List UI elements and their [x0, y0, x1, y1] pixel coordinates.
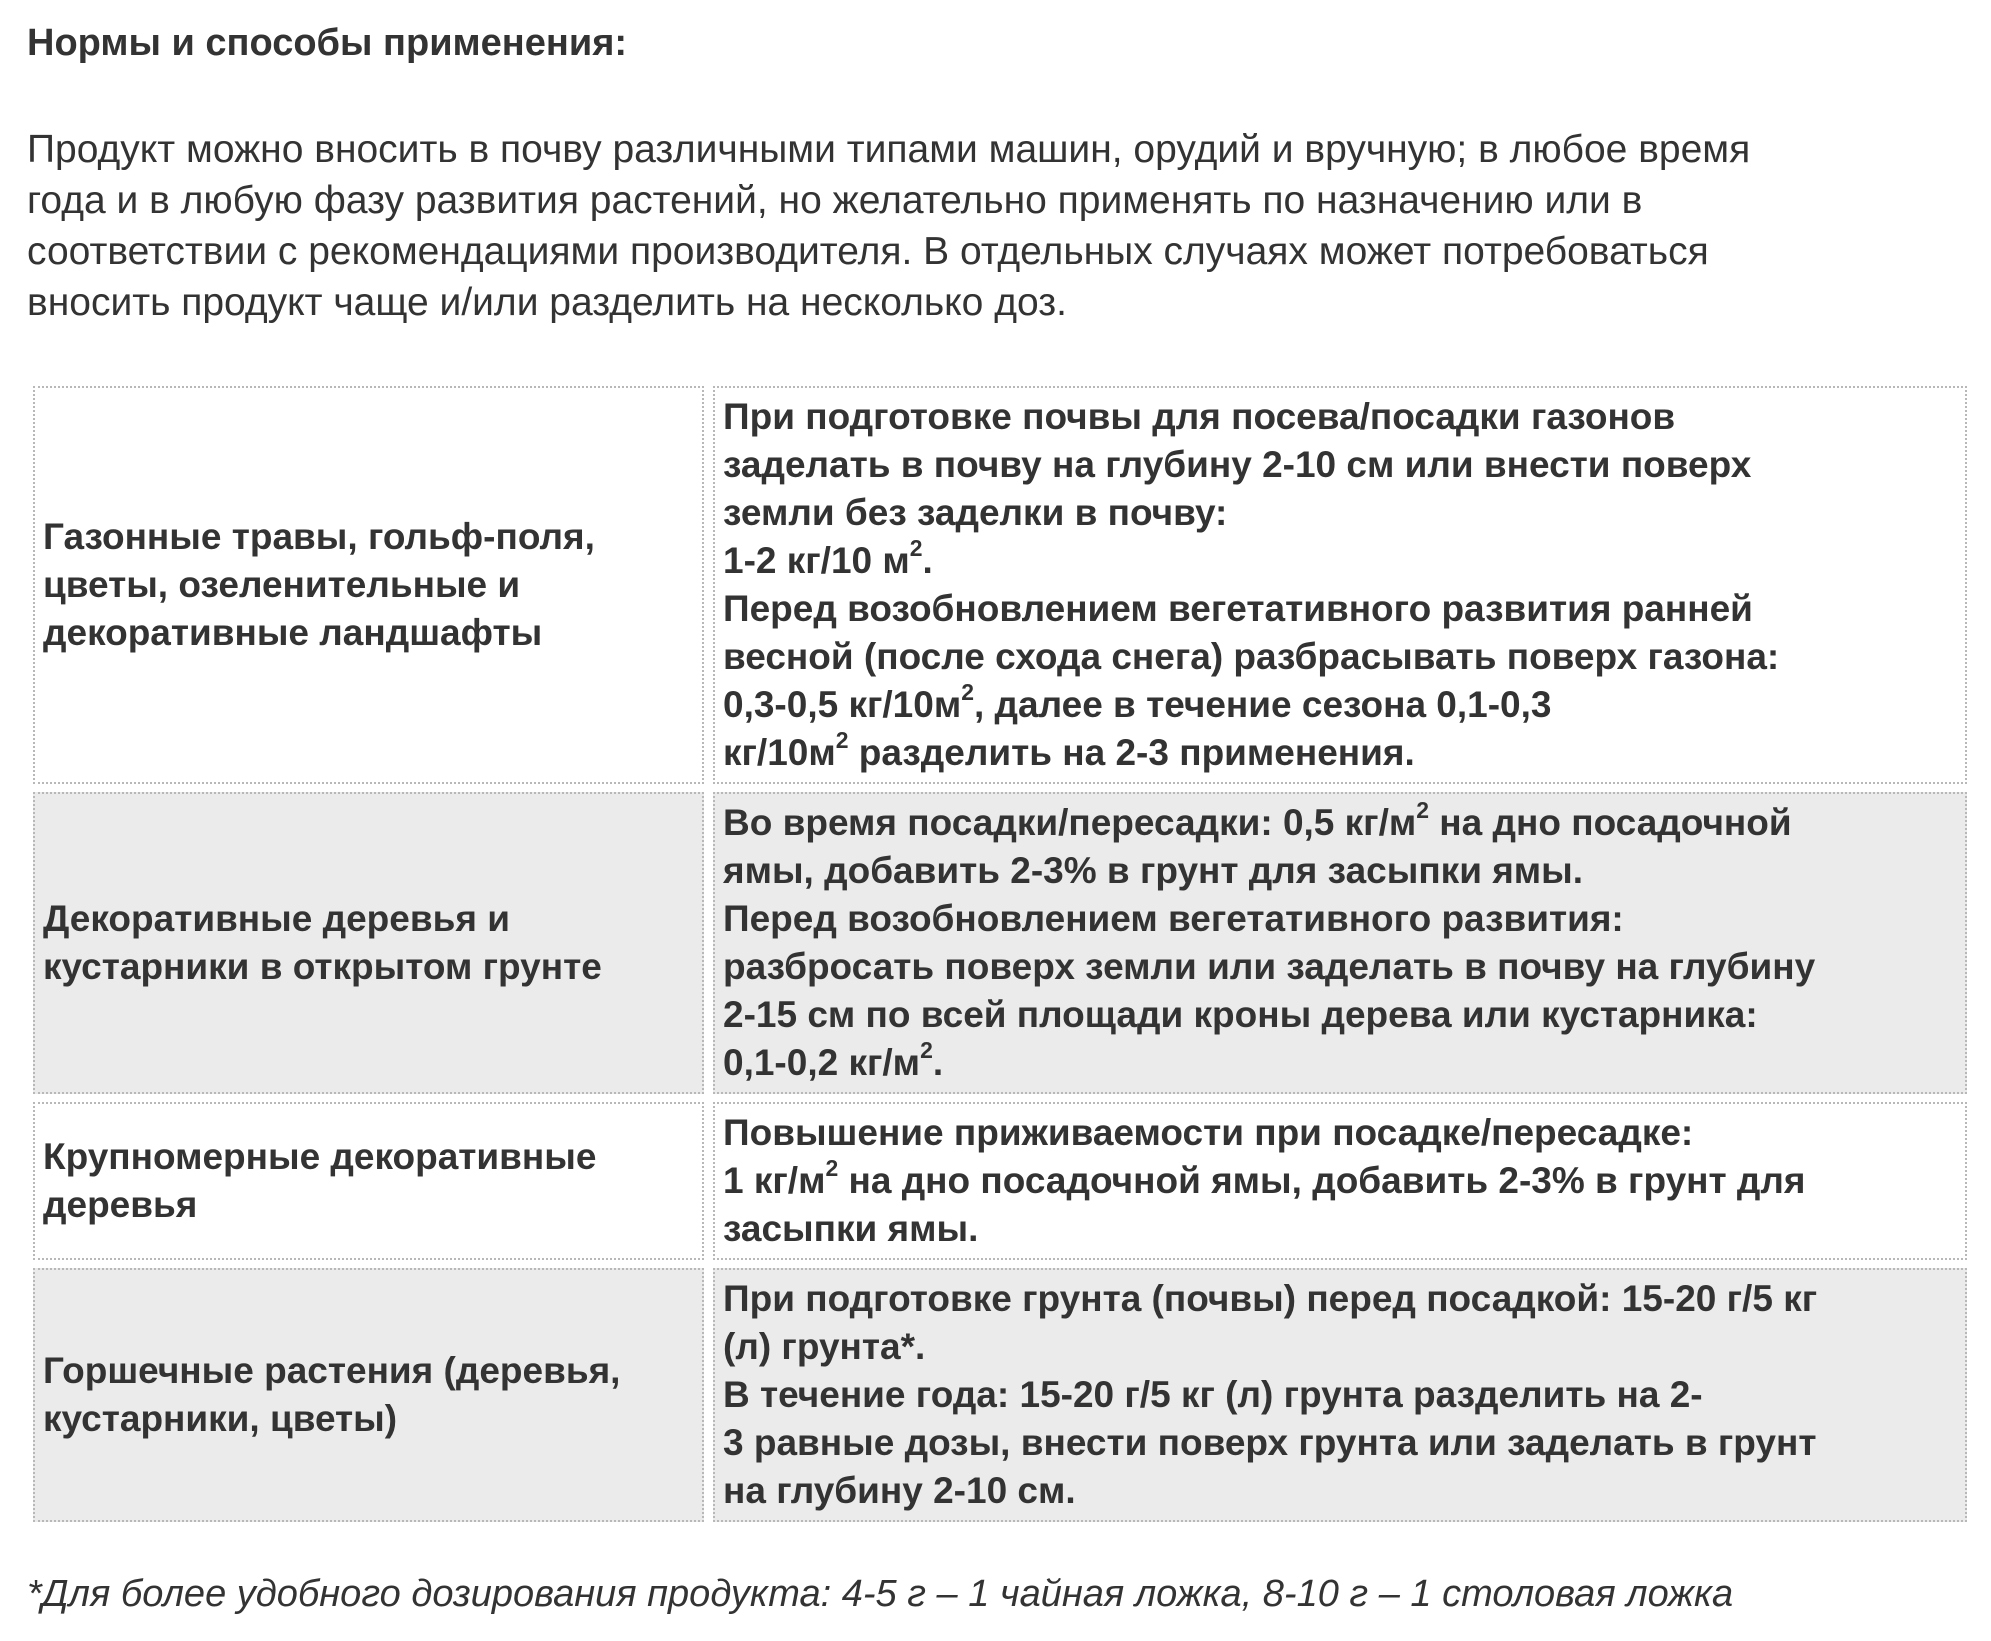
- dose-line: [723, 1419, 1961, 1467]
- superscript: 2: [1416, 797, 1430, 824]
- page-title: Нормы и способы применения:: [27, 22, 628, 64]
- intro-line: соответствии с рекомендациями производителя. В отдельных случаях может потребоваться: [27, 230, 1709, 273]
- intro-paragraph: [27, 124, 1977, 328]
- dose-text: разбросать поверх земли или заделать в почву на глубину: [723, 946, 1816, 987]
- dose-line: [723, 847, 1961, 895]
- superscript: 2: [920, 1037, 933, 1064]
- table-row: [33, 386, 1967, 784]
- dose-text: 0,3-0,5 кг/10м: [723, 684, 962, 725]
- superscript: 2: [909, 535, 923, 562]
- dose-text: на глубину 2-10 см.: [723, 1470, 1076, 1511]
- dose-text: 0,1-0,2 кг/м: [723, 1042, 921, 1083]
- table-row: [33, 792, 1967, 1094]
- dose-line: [723, 991, 1961, 1039]
- superscript: 2: [835, 727, 849, 754]
- dose-line: [723, 441, 1961, 489]
- dose-text: на дно посадочной ямы, добавить 2-3% в грунт для: [838, 1160, 1806, 1201]
- dose-line: [723, 1109, 1961, 1157]
- dose-cell: [713, 1102, 1967, 1260]
- crop-cell: Крупномерные декоративные деревья: [33, 1102, 704, 1260]
- dose-line: [723, 633, 1961, 681]
- intro-line: года и в любую фазу развития растений, но желательно применять по назначению или в: [27, 179, 1643, 222]
- dose-text: ямы, добавить 2-3% в грунт для засыпки ямы.: [723, 850, 1584, 891]
- dose-text: .: [932, 1042, 944, 1083]
- dose-text: Перед возобновлением вегетативного развития:: [723, 898, 1624, 939]
- dose-text: земли без заделки в почву:: [723, 492, 1228, 533]
- dose-line: [723, 1467, 1961, 1515]
- dose-line: [723, 1039, 1961, 1087]
- dose-line: [723, 895, 1961, 943]
- dose-text: на дно посадочной: [1429, 802, 1792, 843]
- dose-text: 2-15 см по всей площади кроны дерева или кустарника:: [723, 994, 1758, 1035]
- dose-line: [723, 729, 1961, 777]
- dose-line: [723, 489, 1961, 537]
- dose-line: [723, 393, 1961, 441]
- dose-line: [723, 537, 1961, 585]
- superscript: 2: [825, 1155, 839, 1182]
- dose-text: 3 равные дозы, внести поверх грунта или заделать в грунт: [723, 1422, 1817, 1463]
- dose-line: [723, 1371, 1961, 1419]
- crop-cell: Декоративные деревья и кустарники в открытом грунте: [33, 792, 704, 1094]
- dose-text: весной (после схода снега) разбрасывать поверх газона:: [723, 636, 1780, 677]
- dose-text: При подготовке почвы для посева/посадки газонов: [723, 396, 1676, 437]
- intro-line: Продукт можно вносить в почву различными типами машин, орудий и вручную; в любое время: [27, 128, 1751, 171]
- dose-text: В течение года: 15-20 г/5 кг (л) грунта разделить на 2-: [723, 1374, 1703, 1415]
- dose-text: кг/10м: [723, 732, 836, 773]
- dose-line: [723, 1323, 1961, 1371]
- dose-text: 1-2 кг/10 м: [723, 540, 910, 581]
- crop-cell: Горшечные растения (деревья, кустарники, цветы): [33, 1268, 704, 1522]
- dose-line: [723, 1275, 1961, 1323]
- dose-text: Перед возобновлением вегетативного развития ранней: [723, 588, 1753, 629]
- dose-text: засыпки ямы.: [723, 1208, 979, 1249]
- dose-line: [723, 799, 1961, 847]
- superscript: 2: [961, 679, 974, 706]
- usage-table: [24, 378, 1976, 1530]
- crop-cell: Газонные травы, гольф-поля, цветы, озеленительные и декоративные ландшафты: [33, 386, 704, 784]
- dose-line: [723, 681, 1961, 729]
- dose-text: разделить на 2-3 применения.: [848, 732, 1415, 773]
- table-row: [33, 1268, 1967, 1522]
- dose-text: При подготовке грунта (почвы) перед посадкой: 15-20 г/5 кг: [723, 1278, 1818, 1319]
- dose-line: [723, 943, 1961, 991]
- dose-cell: [713, 1268, 1967, 1522]
- dose-line: [723, 585, 1961, 633]
- dose-text: Повышение приживаемости при посадке/пересадке:: [723, 1112, 1694, 1153]
- dose-cell: [713, 386, 1967, 784]
- table-row: [33, 1102, 1967, 1260]
- footnote: *Для более удобного дозирования продукта: 4-5 г – 1 чайная ложка, 8-10 г – 1 столовая ложка: [27, 1573, 1734, 1615]
- dose-text: Во время посадки/пересадки: 0,5 кг/м: [723, 802, 1417, 843]
- dose-text: , далее в течение сезона 0,1-0,3: [973, 684, 1552, 725]
- dose-text: .: [922, 540, 933, 581]
- dose-cell: [713, 792, 1967, 1094]
- intro-line: вносить продукт чаще и/или разделить на несколько доз.: [27, 281, 1067, 324]
- dose-line: [723, 1205, 1961, 1253]
- dose-line: [723, 1157, 1961, 1205]
- dose-text: (л) грунта*.: [723, 1326, 926, 1367]
- dose-text: заделать в почву на глубину 2-10 см или внести поверх: [723, 444, 1752, 485]
- dose-text: 1 кг/м: [723, 1160, 826, 1201]
